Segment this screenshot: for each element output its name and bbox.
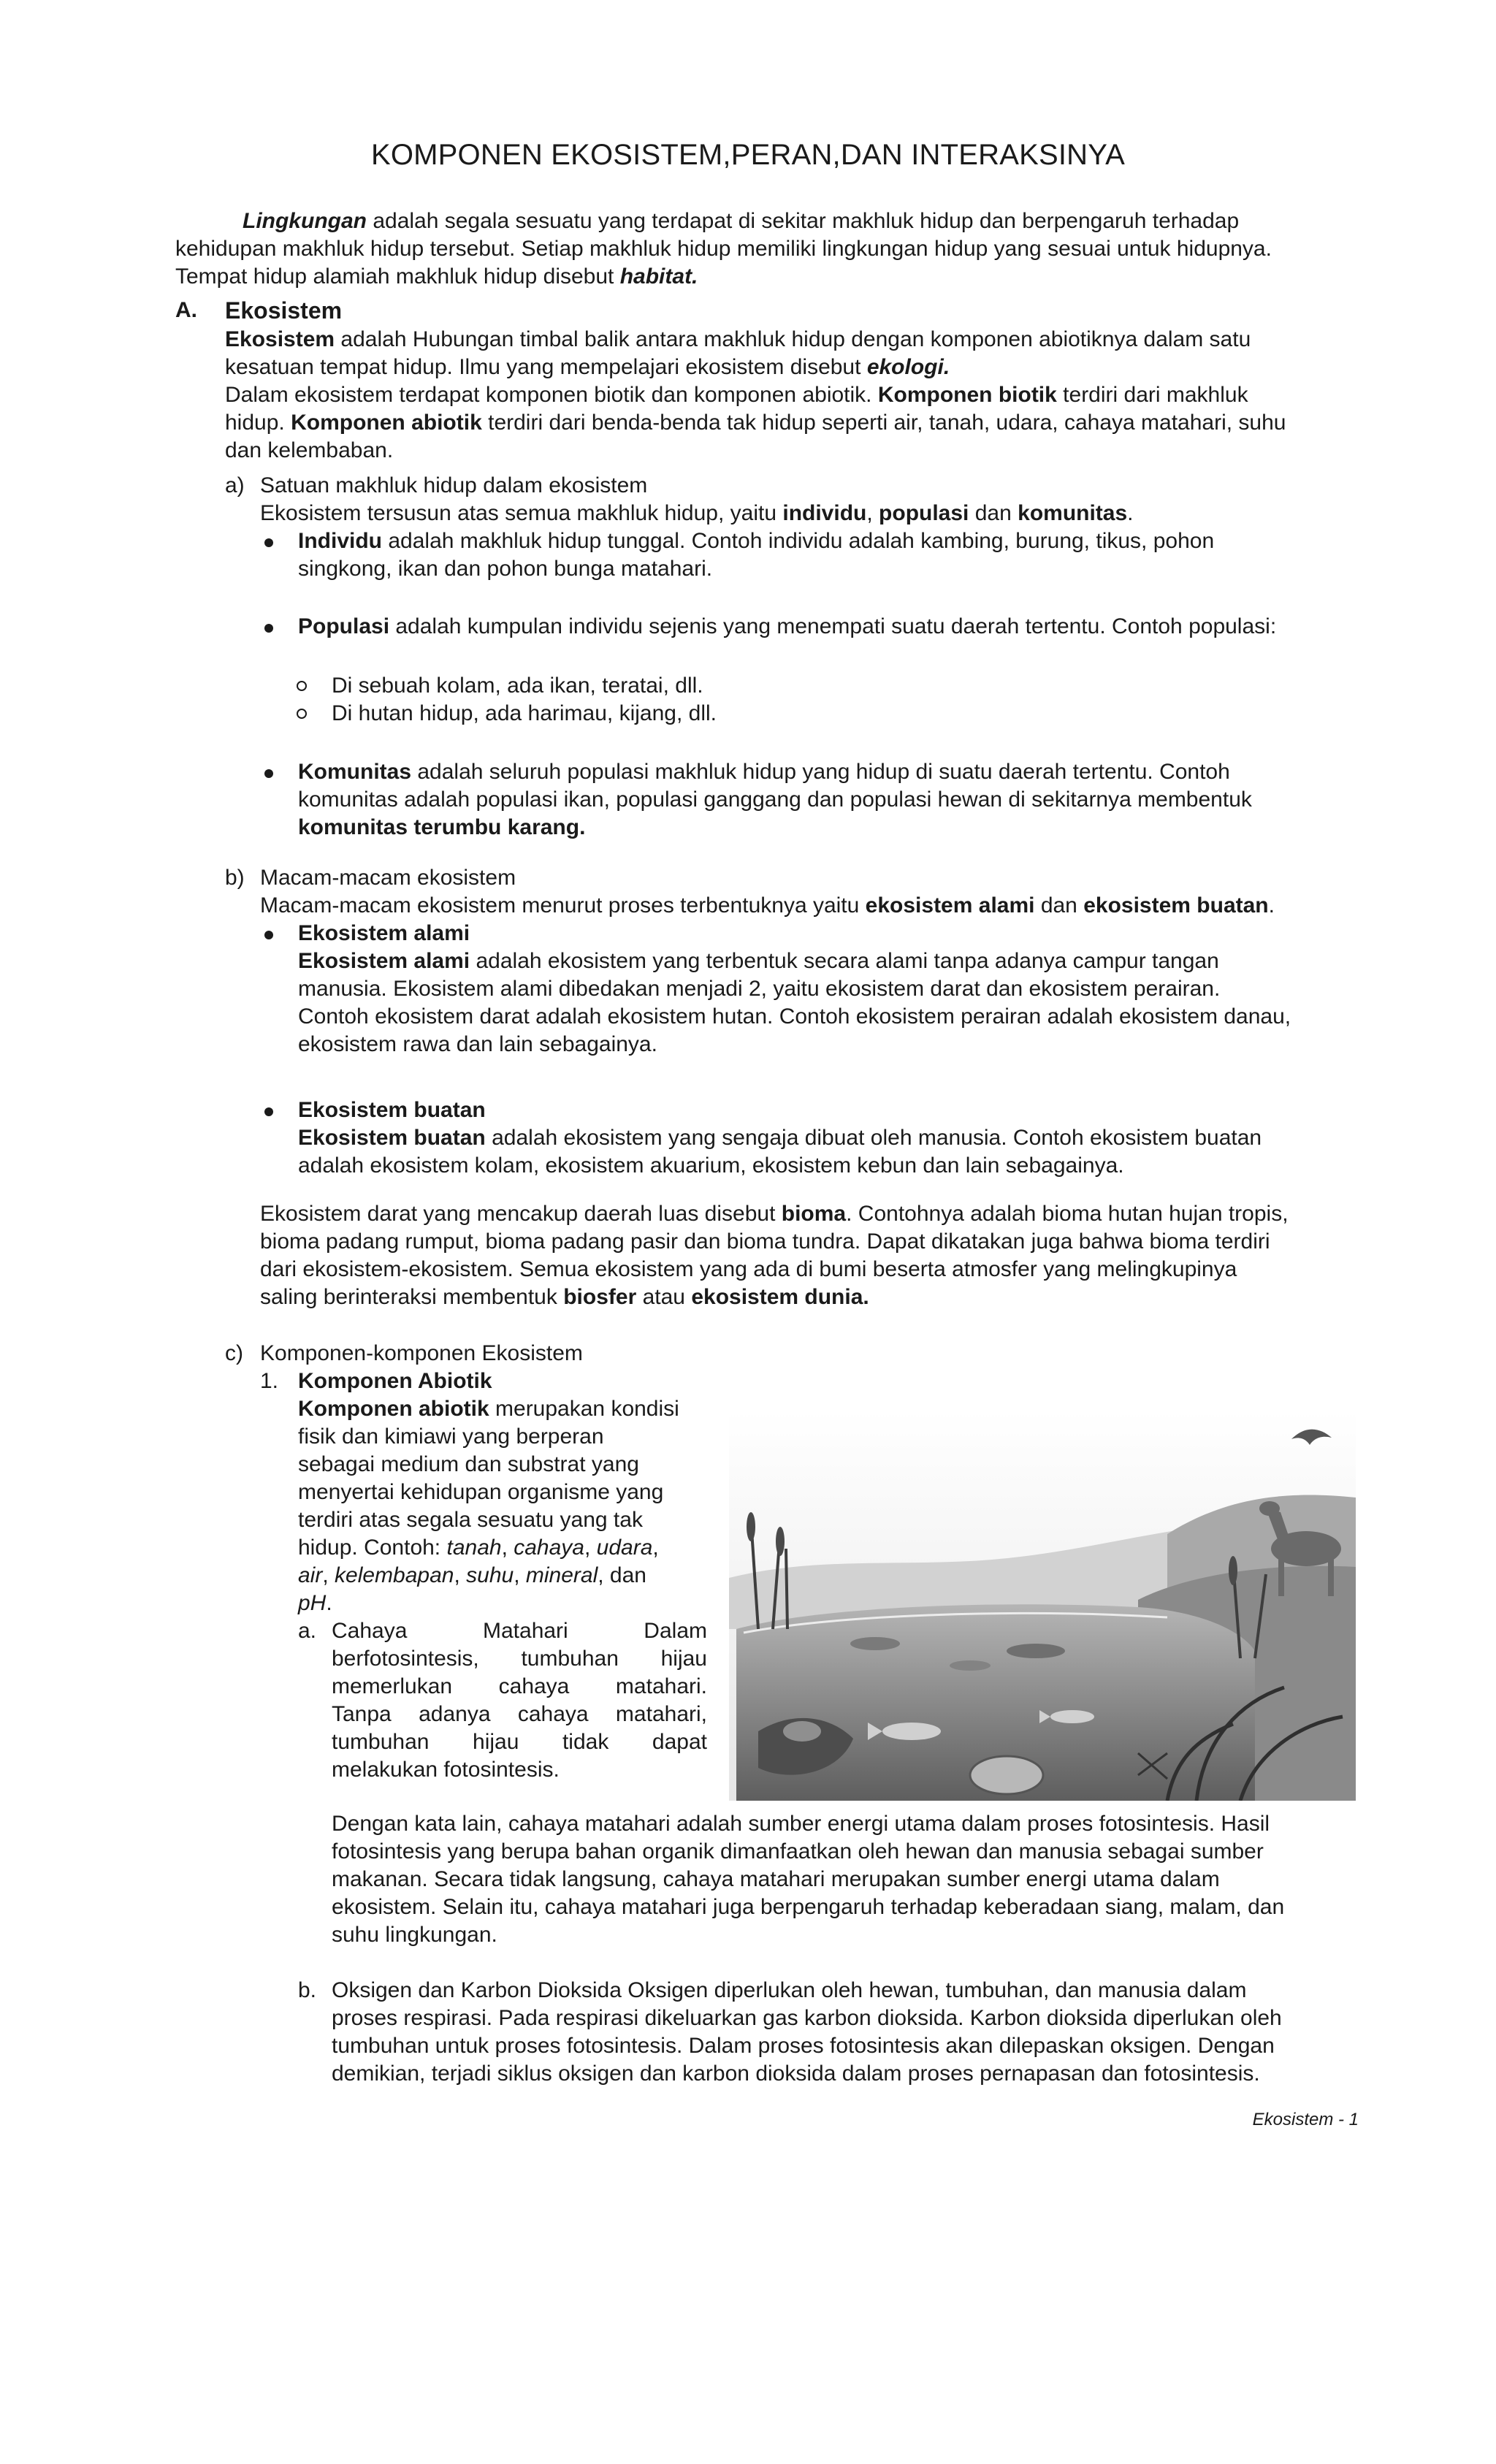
abiotik-paragraph: Komponen abiotik merupakan kondisi fisik dan kimiawi yang berperan sebagai medium dan substrat yang menyertai kehidupan organisme yang terdiri atas segala sesuatu yang tak hidup. Contoh: tanah, cahaya, udara, air, kelembapan, suhu, mineral, dan pH. [298, 1397, 679, 1615]
sub-a-intro: Ekosistem tersusun atas semua makhluk hidup, yaitu individu, populasi dan komunitas. [260, 501, 1134, 525]
bullet-icon [264, 538, 273, 547]
ekosistem-definition: Ekosistem adalah Hubungan timbal balik antara makhluk hidup dengan komponen abiotiknya dalam satu kesatuan tempat hidup. Ilmu yang mempelajari ekosistem disebut ekologi. Dalam ekosistem terdapat komponen biotik dan komponen abiotik. Komponen biotik terdiri dari makhluk hidup. Komponen abiotik terdiri dari benda-benda tak hidup seperti air, tanah, udara, cahaya matahari, suhu dan kelembaban. [225, 327, 1286, 462]
cahaya-matahari-paragraph-2: Dengan kata lain, cahaya matahari adalah sumber energi utama dalam proses fotosintesis. Hasil fotosintesis yang berupa bahan organik dimanfaatkan oleh hewan dan manusia sebagai sumber makanan. Secara tidak langsung, cahaya matahari merupakan sumber energi utama dalam ekosistem. Selain itu, cahaya matahari juga berpengaruh terhadap keberadaan siang, malam, dan suhu lingkungan. [332, 1812, 1285, 1947]
sub-c-marker: c) [225, 1341, 243, 1365]
sub-b-intro: Macam-macam ekosistem menurut proses terbentuknya yaitu ekosistem alami dan ekosistem buatan. [260, 893, 1275, 918]
oksigen-paragraph: Oksigen dan Karbon Dioksida Oksigen diperlukan oleh hewan, tumbuhan, dan manusia dalam proses respirasi. Pada respirasi dikeluarkan gas karbon dioksida. Karbon dioksida diperlukan oleh tumbuhan untuk proses fotosintesis. Dalam proses fotosintesis akan dilepaskan oksigen. Dengan demikian, terjadi siklus oksigen dan karbon dioksida dalam proses pernapasan dan fotosintesis. [332, 1978, 1282, 2086]
populasi-item: Populasi adalah kumpulan individu sejenis yang menempati suatu daerah tertentu. Contoh populasi: [298, 614, 1277, 638]
intro-line-2: kehidupan makhluk hidup tersebut. Setiap makhluk hidup memiliki lingkungan hidup yang sesuai untuk hidupnya. [175, 237, 1272, 261]
page-footer: Ekosistem - 1 [1252, 2110, 1359, 2129]
sub-b-heading: Macam-macam ekosistem [260, 866, 516, 890]
sub-a-marker: a) [225, 473, 245, 497]
bioma-paragraph: Ekosistem darat yang mencakup daerah luas disebut bioma. Contohnya adalah bioma hutan hujan tropis, bioma padang rumput, bioma padang pasir dan bioma tundra. Dapat dikatakan juga bahwa bioma terdiri dari ekosistem-ekosistem. Semua ekosistem yang ada di bumi beserta atmosfer yang melingkupinya saling berinteraksi membentuk biosfer atau ekosistem dunia. [260, 1202, 1289, 1309]
term-ekologi: ekologi. [866, 355, 950, 379]
bullet-icon [264, 1107, 273, 1116]
section-a-heading: Ekosistem [225, 297, 343, 324]
ekosistem-buatan-item: Ekosistem buatan Ekosistem buatan adalah ekosistem yang sengaja dibuat oleh manusia. Contoh ekosistem buatan adalah ekosistem kolam, ekosistem akuarium, ekosistem kebun dan lain sebagainya. [298, 1098, 1262, 1178]
term-komponen-biotik: Komponen biotik [877, 383, 1057, 407]
intro-line-1: Lingkungan adalah segala sesuatu yang terdapat di sekitar makhluk hidup dan berpengaruh terhadap [243, 209, 1240, 233]
cahaya-matahari-paragraph: Cahaya Matahari Dalam berfotosintesis, tumbuhan hijau memerlukan cahaya matahari. Tanpa adanya cahaya matahari, tumbuhan hijau tidak dapat melakukan fotosintesis. [332, 1619, 707, 1782]
bullet-icon [264, 769, 273, 778]
sub-a-heading: Satuan makhluk hidup dalam ekosistem [260, 473, 648, 497]
page-title: KOMPONEN EKOSISTEM,PERAN,DAN INTERAKSINYA [370, 139, 1126, 171]
term-ekosistem: Ekosistem [225, 327, 335, 351]
term-lingkungan: Lingkungan [243, 209, 367, 233]
item-b-marker: b. [298, 1978, 317, 2002]
item-a-marker: a. [298, 1619, 317, 1643]
circle-bullet-icon [297, 709, 307, 719]
sub-c-heading: Komponen-komponen Ekosistem [260, 1341, 583, 1365]
bullet-icon [264, 931, 273, 939]
num-1-marker: 1. [260, 1369, 279, 1393]
sub-b-marker: b) [225, 866, 245, 890]
komunitas-item: Komunitas adalah seluruh populasi makhluk hidup yang hidup di suatu daerah tertentu. Contoh komunitas adalah populasi ikan, populasi ganggang dan populasi hewan di sekitarnya membentuk komunitas terumbu karang. [298, 760, 1252, 839]
populasi-example-1: Di sebuah kolam, ada ikan, teratai, dll. [332, 674, 703, 698]
individu-item: Individu adalah makhluk hidup tunggal. Contoh individu adalah kambing, burung, tikus, pohon singkong, ikan dan pohon bunga matahari. [298, 529, 1215, 581]
circle-bullet-icon [297, 681, 307, 691]
ekosistem-alami-item: Ekosistem alami Ekosistem alami adalah ekosistem yang terbentuk secara alami tanpa adanya campur tangan manusia. Ekosistem alami dibedakan menjadi 2, yaitu ekosistem darat dan ekosistem perairan. Contoh ekosistem darat adalah ekosistem hutan. Contoh ekosistem perairan adalah ekosistem danau, ekosistem rawa dan lain sebagainya. [298, 921, 1291, 1056]
bullet-icon [264, 624, 273, 633]
term-komponen-abiotik: Komponen abiotik [291, 411, 482, 435]
populasi-example-2: Di hutan hidup, ada harimau, kijang, dll. [332, 701, 717, 725]
section-a-marker: A. [175, 298, 197, 322]
term-habitat: habitat. [619, 264, 698, 289]
komponen-abiotik-heading: Komponen Abiotik [298, 1369, 492, 1393]
ecosystem-illustration [729, 1410, 1356, 1801]
intro-paragraph [175, 207, 1356, 291]
intro-line-3: Tempat hidup alamiah makhluk hidup disebut habitat. [175, 264, 698, 289]
